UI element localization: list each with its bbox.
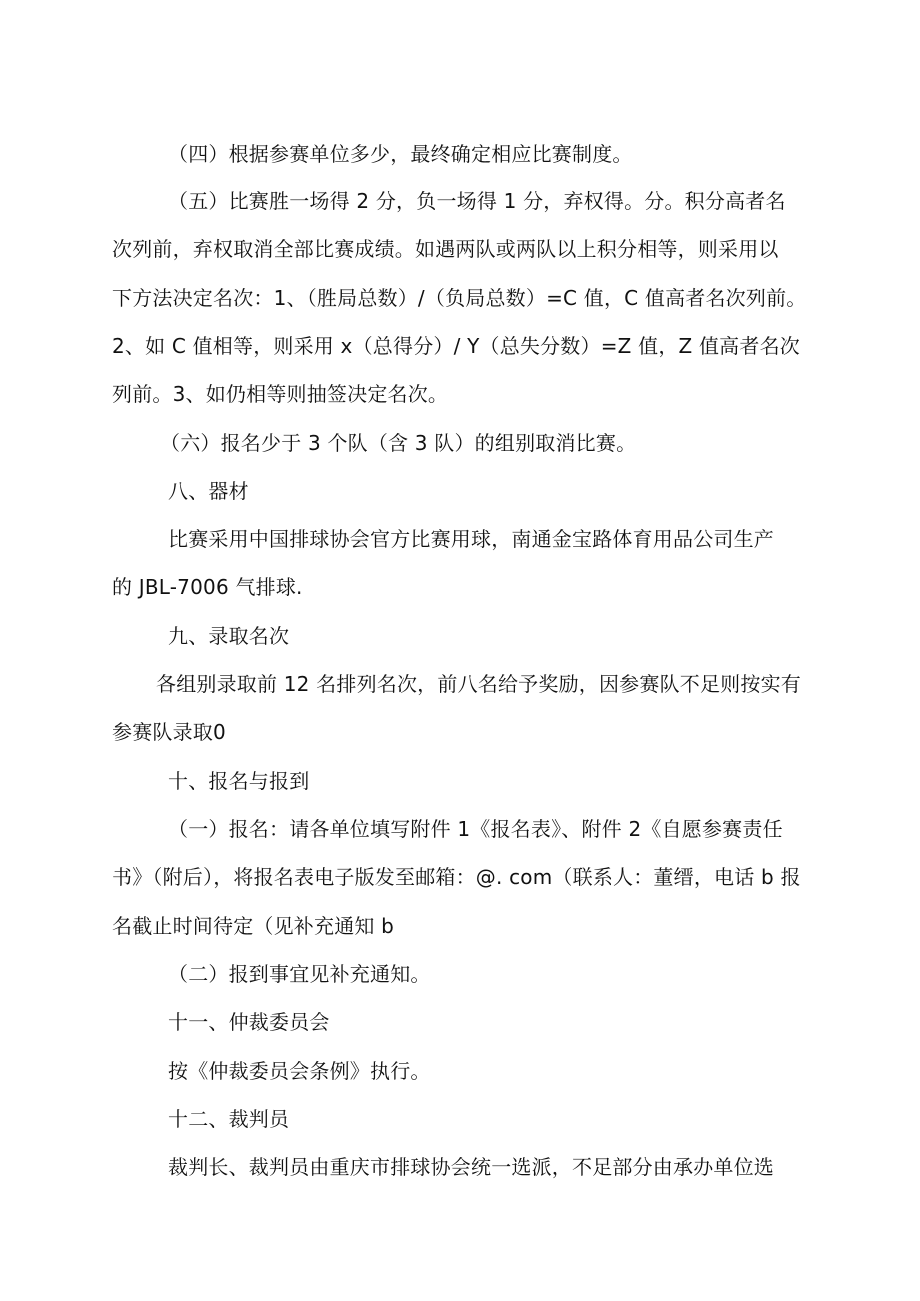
text-line: （一）报名：请各单位填写附件 1《报名表》、附件 2《自愿参赛责任 (168, 817, 783, 841)
text-line: 各组别录取前 12 名排列名次，前八名给予奖励，因参赛队不足则按实有 (156, 672, 801, 696)
text-line: 的 JBL-7006 气排球. (112, 575, 303, 599)
text-line: （四）根据参赛单位多少，最终确定相应比赛制度。 (168, 142, 633, 166)
text-line: 参赛队录取0 (112, 720, 226, 744)
text-line: （五）比赛胜一场得 2 分，负一场得 1 分，弃权得。分。积分高者名 (168, 189, 786, 213)
text-line: 下方法决定名次：1、（胜局总数）/（负局总数）=C 值，C 值高者名次列前。 (112, 286, 807, 310)
section-heading: 十、报名与报到 (168, 769, 310, 793)
text-line: 书》（附后），将报名表电子版发至邮箱：@. com（联系人：董缙，电话 b 报 (112, 865, 801, 889)
text-line: 2、如 C 值相等，则采用 x（总得分）/ Y（总失分数）=Z 值，Z 值高者名次 (112, 334, 800, 358)
text-line: （二）报到事宜见补充通知。 (168, 962, 431, 986)
section-heading: 九、录取名次 (168, 624, 290, 648)
text-line: 名截止时间待定（见补充通知 b (112, 914, 395, 938)
section-heading: 八、器材 (168, 479, 249, 503)
text-line: 按《仲裁委员会条例》执行。 (168, 1059, 431, 1083)
text-line: （六）报名少于 3 个队（含 3 队）的组别取消比赛。 (160, 431, 637, 455)
text-line: 次列前，弃权取消全部比赛成绩。如遇两队或两队以上积分相等，则采用以 (112, 237, 779, 261)
section-heading: 十二、裁判员 (168, 1107, 290, 1131)
text-line: 比赛采用中国排球协会官方比赛用球，南通金宝路体育用品公司生产 (168, 527, 774, 551)
text-line: 裁判长、裁判员由重庆市排球协会统一选派，不足部分由承办单位选 (168, 1155, 774, 1179)
section-heading: 十一、仲裁委员会 (168, 1010, 330, 1034)
text-line: 列前。3、如仍相等则抽签决定名次。 (112, 382, 449, 406)
